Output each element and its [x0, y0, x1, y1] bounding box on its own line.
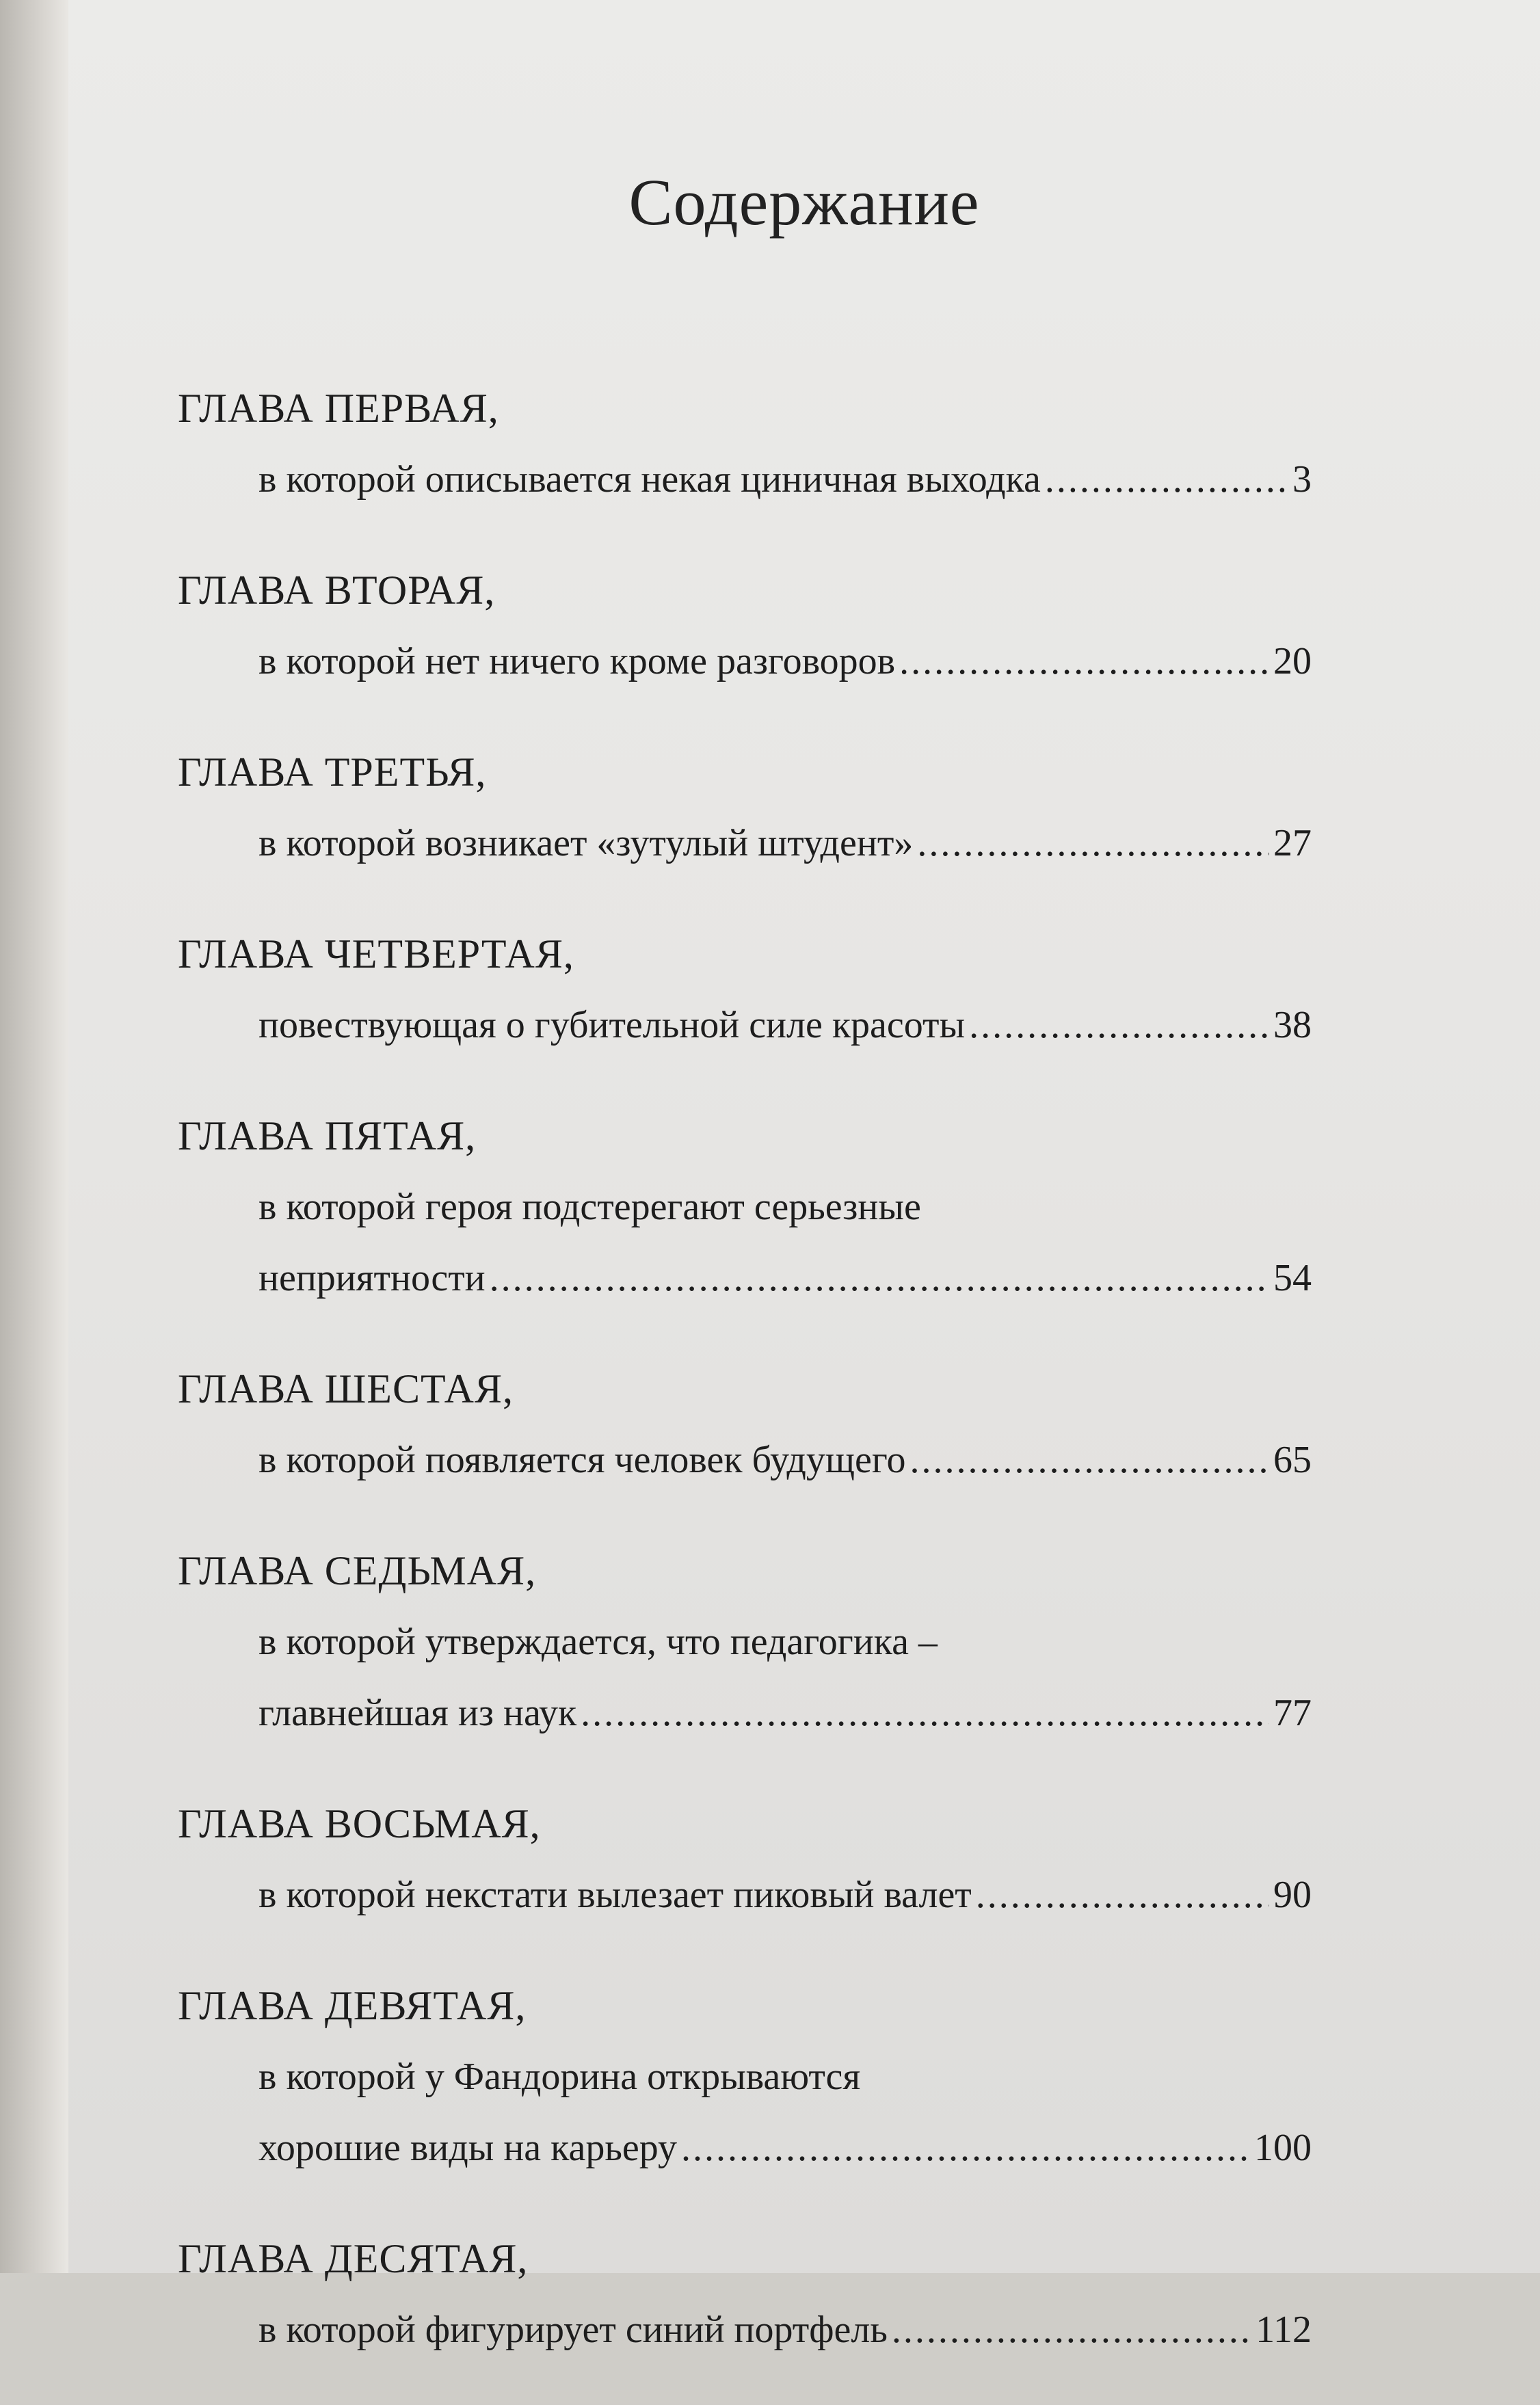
- chapter-leader-line: [258, 808, 1312, 879]
- page-number: 112: [1256, 2309, 1312, 2351]
- chapter-subtitle: в которой появляется человек будущего: [258, 1439, 906, 1481]
- chapter-subtitle: в которой нет ничего кроме разговоров: [258, 640, 896, 682]
- chapter-leader-line: [258, 989, 1312, 1061]
- toc-entry: [178, 555, 1409, 697]
- chapter-title: ГЛАВА ВТОРАЯ,: [178, 568, 496, 613]
- chapter-subtitle: в которой фигурирует синий портфель: [258, 2309, 888, 2351]
- page-number: 100: [1254, 2127, 1312, 2169]
- chapter-title: ГЛАВА ШЕСТАЯ,: [178, 1366, 514, 1411]
- chapter-description: [178, 2294, 1409, 2365]
- page-number: 77: [1273, 1692, 1312, 1734]
- page-number: 38: [1273, 1004, 1312, 1046]
- dot-leader: [681, 2112, 1250, 2183]
- chapter-leader-line: [258, 1677, 1312, 1749]
- chapter-subtitle: в которой описывается некая циничная выходка: [258, 458, 1041, 501]
- toc-entry: [178, 2223, 1409, 2365]
- toc-entry: [178, 736, 1409, 879]
- dot-leader: [976, 1859, 1269, 1930]
- dot-leader: [910, 1424, 1269, 1496]
- chapter-leader-line: [258, 1243, 1312, 1314]
- dot-leader: [899, 626, 1269, 697]
- dot-leader: [969, 989, 1269, 1061]
- chapter-title: ГЛАВА ПЕРВАЯ,: [178, 386, 499, 431]
- chapter-description: [178, 1171, 1409, 1314]
- chapter-description: [178, 2041, 1409, 2183]
- toc-entry: [178, 918, 1409, 1061]
- chapter-description: [178, 444, 1409, 515]
- dot-leader: [490, 1243, 1269, 1314]
- toc-entry: [178, 1535, 1409, 1749]
- chapter-leader-line: [258, 444, 1312, 515]
- chapter-description: [178, 1606, 1409, 1749]
- chapter-description: [178, 989, 1409, 1061]
- toc-entry: [178, 1970, 1409, 2183]
- chapter-subtitle-line: в которой утверждается, что педагогика –: [258, 1621, 938, 1663]
- dot-leader: [1045, 444, 1288, 515]
- chapter-description: [178, 808, 1409, 879]
- book-page: [68, 0, 1540, 2351]
- chapter-description: [178, 1859, 1409, 1930]
- toc-entry: [178, 1353, 1409, 1496]
- book-gutter: [0, 0, 68, 2273]
- chapter-title: ГЛАВА ЧЕТВЕРТАЯ,: [178, 931, 574, 976]
- chapter-leader-line: [258, 2112, 1312, 2183]
- chapter-subtitle: хорошие виды на карьеру: [258, 2127, 678, 2169]
- chapter-description: [178, 1424, 1409, 1496]
- page-number: 65: [1273, 1439, 1312, 1481]
- chapter-title: ГЛАВА ПЯТАЯ,: [178, 1113, 477, 1158]
- chapter-leader-line: [258, 1424, 1312, 1496]
- chapter-leader-line: [258, 626, 1312, 697]
- table-of-contents: [178, 373, 1409, 2405]
- chapter-leader-line: [258, 2294, 1312, 2365]
- chapter-description: [178, 626, 1409, 697]
- dot-leader: [581, 1677, 1269, 1749]
- toc-entry: [178, 1788, 1409, 1930]
- chapter-subtitle: неприятности: [258, 1257, 486, 1299]
- chapter-subtitle-line: в которой у Фандорина открываются: [258, 2056, 861, 2098]
- page-number: 54: [1273, 1257, 1312, 1299]
- chapter-title: ГЛАВА ТРЕТЬЯ,: [178, 749, 487, 795]
- chapter-title: ГЛАВА ДЕВЯТАЯ,: [178, 1983, 527, 2028]
- page-number: 3: [1292, 458, 1312, 501]
- dot-leader: [892, 2294, 1251, 2365]
- chapter-subtitle-line: в которой героя подстерегают серьезные: [258, 1186, 921, 1228]
- chapter-subtitle: повествующая о губительной силе красоты: [258, 1004, 966, 1046]
- dot-leader: [917, 808, 1269, 879]
- chapter-subtitle: в которой возникает «зутулый штудент»: [258, 822, 914, 864]
- contents-heading: Содержание: [628, 165, 980, 239]
- page-number: 20: [1273, 640, 1312, 682]
- page-number: 90: [1273, 1874, 1312, 1916]
- chapter-title: ГЛАВА ДЕСЯТАЯ,: [178, 2236, 529, 2281]
- chapter-title: ГЛАВА ВОСЬМАЯ,: [178, 1801, 541, 1846]
- page-number: 27: [1273, 822, 1312, 864]
- toc-entry: [178, 1100, 1409, 1314]
- chapter-subtitle: в которой некстати вылезает пиковый валет: [258, 1874, 972, 1916]
- toc-entry: [178, 373, 1409, 515]
- chapter-leader-line: [258, 1859, 1312, 1930]
- chapter-title: ГЛАВА СЕДЬМАЯ,: [178, 1548, 537, 1593]
- chapter-subtitle: главнейшая из наук: [258, 1692, 577, 1734]
